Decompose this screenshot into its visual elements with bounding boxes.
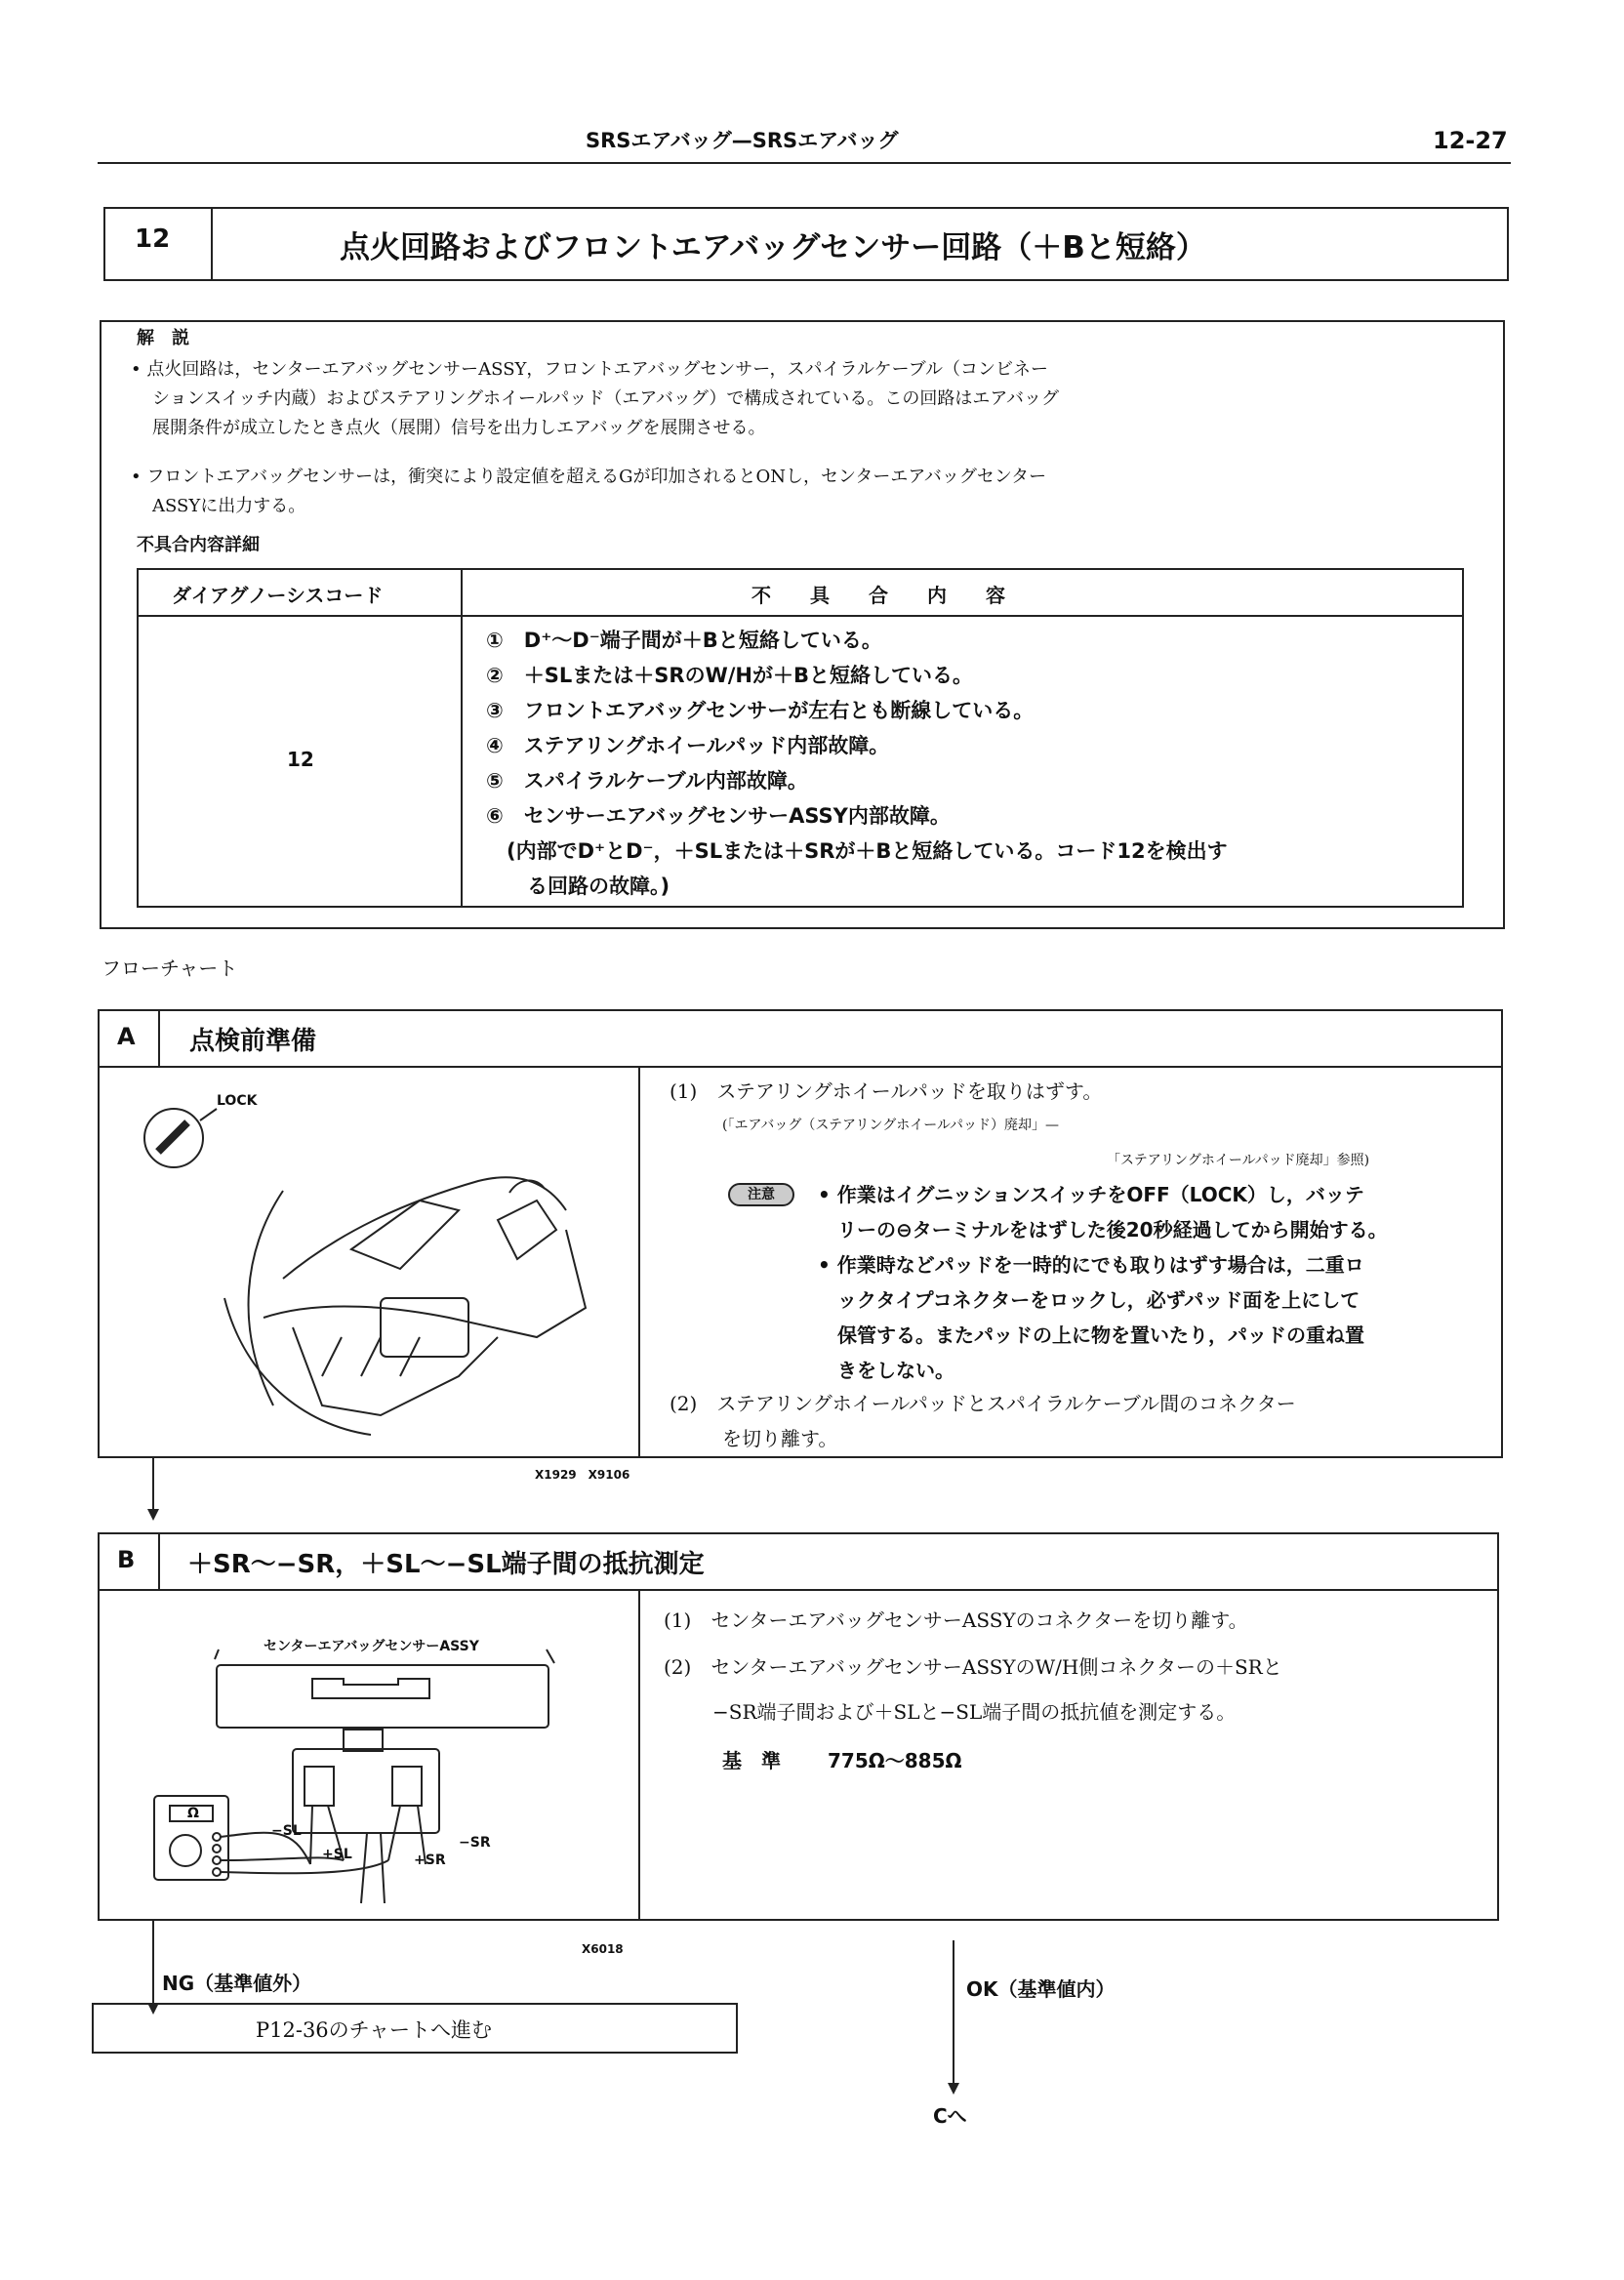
steering-pad-illustration	[127, 1083, 615, 1445]
lock-label: LOCK	[217, 1093, 258, 1109]
terminal-label-minus-sr: −SR	[459, 1835, 491, 1851]
page-number: 12-27	[1433, 127, 1508, 154]
step-a-instruction-1: (1) ステアリングホイールパッドを取りはずす。	[670, 1079, 1103, 1103]
terminal-label-plus-sl: +SL	[322, 1847, 352, 1862]
flow-arrow-a-b	[147, 1509, 159, 1521]
caution-note: 保管する。またパッドの上に物を置いたり，パッドの重ね置	[818, 1323, 1364, 1347]
step-b-letter: B	[117, 1546, 136, 1573]
ok-label: OK（基準値内）	[966, 1977, 1116, 2001]
caution-notes	[818, 1177, 1388, 1388]
caution-note: ックタイプコネクターをロックし，必ずパッド面を上にして	[818, 1288, 1360, 1312]
step-b-instruction-2: (2) センターエアバッグセンサーASSYのW/H側コネクターの＋SRと	[664, 1655, 1282, 1679]
table-code-value: 12	[287, 748, 314, 771]
step-a-letter: A	[117, 1023, 136, 1050]
step-a-reference-1: (「エアバッグ（ステアリングホイールパッド）廃却」—	[722, 1118, 1059, 1133]
explanation-bullet-2: • フロントエアバッグセンサーは，衝突により設定値を超えるGが印加されるとONし，センターエアバッグセンター ASSYに出力する。	[131, 467, 1047, 516]
step-a-header-divider	[158, 1009, 160, 1068]
terminal-label-plus-sr: +SR	[414, 1852, 446, 1868]
fault-item: ⑥ センサーエアバッグセンサーASSY内部故障。	[486, 804, 951, 828]
table-column-divider	[461, 568, 463, 908]
fault-item: る回路の故障。)	[486, 875, 670, 898]
terminal-label-minus-sl: −SL	[271, 1823, 302, 1839]
flowchart-label: フローチャート	[102, 957, 238, 980]
fault-item: ⑤ スパイラルケーブル内部故障。	[486, 769, 808, 793]
ng-label: NG（基準値外）	[162, 1972, 312, 1995]
caution-note: きをしない。	[818, 1359, 954, 1382]
flow-arrow-ok	[948, 2083, 959, 2095]
ng-action-text: P12-36のチャートへ進む	[256, 2018, 493, 2042]
step-a-instruction-2-cont: を切り離す。	[722, 1427, 838, 1450]
table-header-code: ダイアグノーシスコード	[172, 584, 384, 607]
table-header-content: 不 具 合 内 容	[751, 584, 1005, 607]
next-step-link[interactable]: Cへ	[933, 2104, 967, 2128]
caution-note: • 作業時などパッドを一時的にでも取りはずす場合は，二重ロ	[818, 1253, 1364, 1277]
table-header-rule	[137, 615, 1464, 617]
flow-connector-ok	[953, 1940, 954, 2087]
step-b-instruction-2-cont: −SR端子間および＋SLと−SL端子間の抵抗値を測定する。	[712, 1700, 1237, 1724]
section-title: SRSエアバッグ—SRSエアバッグ	[586, 129, 899, 152]
caution-note: リーの⊖ターミナルをはずした後20秒経過してから開始する。	[818, 1218, 1388, 1242]
step-a-reference-2: 「ステアリングホイールパッド廃却」参照)	[1107, 1153, 1370, 1168]
header-rule	[98, 162, 1511, 164]
step-a-figure-code: X1929 X9106	[535, 1468, 630, 1482]
ecu-label: センターエアバッグセンサーASSY	[264, 1639, 479, 1654]
page-heading: 点火回路およびフロントエアバッグセンサー回路（＋Bと短絡）	[340, 230, 1206, 265]
ohm-label: Ω	[187, 1806, 199, 1821]
step-a-title: 点検前準備	[189, 1027, 317, 1056]
fault-item: ① D⁺〜D⁻端子間が＋Bと短絡している。	[486, 629, 882, 652]
standard-label: 基 準	[722, 1749, 781, 1772]
step-a-body-divider	[638, 1066, 640, 1458]
step-a-instruction-2: (2) ステアリングホイールパッドとスパイラルケーブル間のコネクター	[670, 1392, 1296, 1415]
title-code: 12	[135, 224, 171, 254]
fault-item: ④ ステアリングホイールパッド内部故障。	[486, 734, 890, 757]
step-b-body-divider	[638, 1589, 640, 1921]
fault-item: (内部でD⁺とD⁻，＋SLまたは＋SRが＋Bと短絡している。コード12を検出す	[486, 839, 1228, 863]
flow-connector-ng	[152, 1921, 154, 2005]
step-b-figure-code: X6018	[582, 1942, 624, 1956]
resistance-measurement-illustration	[137, 1620, 605, 1913]
flow-connector-a-b	[152, 1458, 154, 1511]
step-b-header-divider	[158, 1532, 160, 1591]
fault-item: ② ＋SLまたは＋SRのW/Hが＋Bと短絡している。	[486, 664, 973, 687]
step-b-title: ＋SR〜−SR，＋SL〜−SL端子間の抵抗測定	[187, 1550, 705, 1579]
explanation-bullet-1: • 点火回路は，センターエアバッグセンサーASSY，フロントエアバッグセンサー，スパイラルケーブル（コンビネー ションスイッチ内蔵）およびステアリングホイールパッド（エアバッグ）で構成されている。この回路はエアバッグ 展開条件が成立したとき点火（展開）信号を出力しエアバッグを展開させる。	[131, 359, 1059, 438]
explanation-heading: 解 説	[137, 328, 189, 348]
standard-value: 775Ω〜885Ω	[828, 1749, 962, 1772]
fault-item: ③ フロントエアバッグセンサーが左右とも断線している。	[486, 699, 1035, 722]
fault-list	[486, 623, 1228, 904]
detail-heading: 不具合内容詳細	[137, 535, 260, 555]
title-box-divider	[211, 207, 213, 281]
caution-badge: 注意	[728, 1183, 794, 1206]
caution-note: • 作業はイグニッションスイッチをOFF（LOCK）し，バッテ	[818, 1183, 1364, 1206]
step-b-instruction-1: (1) センターエアバッグセンサーASSYのコネクターを切り離す。	[664, 1608, 1248, 1632]
